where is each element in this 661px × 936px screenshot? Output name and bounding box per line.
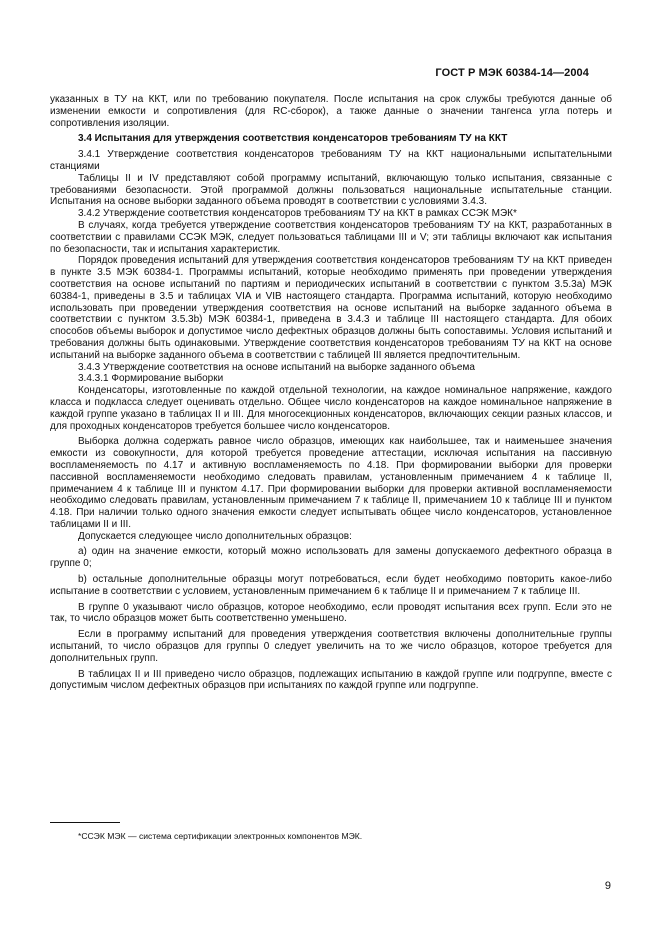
list-item-b: b) остальные дополнительные образцы могут потребоваться, если будет необходимо повторить какое-либо испытание в соответствии с условием, установленным примечанием 6 к таблице II и примечанием 7 к таблице III. (50, 574, 612, 597)
paragraph-service-life-data: указанных в ТУ на ККТ, или по требованию покупателя. После испытания на срок службы требуются данные об изменении емкости и сопротивления (для RC-сборок), а также данные о значении тангенса угла потерь и сопротивления изоляции. (50, 94, 612, 129)
paragraph-tables-ii-iv: Таблицы II и IV представляют собой программу испытаний, включающую только испытания, связанные с требованиями безопасности. Этой программой должны пользоваться национальные испытательные станции. Испытания на основе выборки заданного объема проводят в соответствии с условиями 3.4.3. (50, 172, 612, 208)
page-number: 9 (604, 880, 611, 892)
subsection-heading-3-4-3: 3.4.3 Утверждение соответствия на основе испытаний на выборке заданного объема (78, 361, 475, 373)
subsection-heading-3-4-1: 3.4.1 Утверждение соответствия конденсаторов требованиям ТУ на ККТ национальными испытательными станциями (50, 149, 612, 172)
footnote-separator (50, 822, 120, 823)
paragraph-sample-composition: Выборка должна содержать равное число образцов, имеющих как наибольшее, так и наименьшее значения емкости из совокупности, для которой требуется проведение аттестации, исключая испытания на пассивную воспламеняемость по 4.17 и активную воспламеняемость по 4.18. При формировании выборки для проверки пассивной воспламеняемости необходимо следовать правилам, установленным примечанием 4 к таблице II, примечанием 4 к таблице III и пунктом 4.17. При формировании выборки для проверки активной воспламеняемости необходимо следовать правилам, установленным примечанием 7 к таблице II, примечанием 10 к таблице III и пунктом 4.18. При наличии только одного значения емкости следует испытывать общее число конденсаторов, установленное таблицами II и III. (50, 436, 612, 530)
paragraph-group-0: В группе 0 указывают число образцов, которое необходимо, если проводят испытания всех групп. Если это не так, то число образцов может быть соответственно уменьшено. (50, 601, 612, 625)
subsection-heading-3-4-3-1: 3.4.3.1 Формирование выборки (78, 373, 224, 385)
paragraph-capacitor-technology: Конденсаторы, изготовленные по каждой отдельной технологии, на каждое номинальное напряжение, каждого класса и подкласса следует оценивать отдельно. Общее число конденсаторов на каждое номинальное напряжение в каждой группе указано в таблицах II и III. Для многосекционных конденсаторов, включающих секции разных классов, и для проходных конденсаторов требуется большее число конденсаторов. (50, 385, 612, 432)
subsection-heading-3-4-2: 3.4.2 Утверждение соответствия конденсаторов требованиям ТУ на ККТ в рамках ССЭК МЭК* (78, 208, 517, 220)
document-code-header: ГОСТ Р МЭК 60384-14—2004 (435, 67, 589, 79)
paragraph-tables-ii-iii-samples: В таблицах II и III приведено число образцов, подлежащих испытанию в каждой группе или подгруппе, вместе с допустимым числом дефектных образцов при испытаниях по каждой группе или подгруппе. (50, 668, 612, 692)
list-item-a: а) один на значение емкости, который можно использовать для замены допускаемого дефектного образца в группе 0; (50, 546, 612, 570)
document-body (50, 94, 612, 692)
paragraph-iecq-tables: В случаях, когда требуется утверждение соответствия конденсаторов требованиям ТУ на ККТ, разработанных в соответствии с правилами ССЭК МЭК, следует пользоваться таблицами III и V; эти таблицы включают как испытания по безопасности, так и испытания характеристик. (50, 219, 612, 255)
paragraph-additional-samples: Допускается следующее число дополнительных образцов: (78, 530, 352, 542)
section-heading-3-4: 3.4 Испытания для утверждения соответствия конденсаторов требованиям ТУ на ККТ (78, 133, 508, 145)
paragraph-additional-groups: Если в программу испытаний для проведения утверждения соответствия включены дополнительные группы испытаний, то число образцов для группы 0 следует увеличить на то же число образцов, которое требуется для дополнительных групп. (50, 629, 612, 664)
footnote: *ССЭК МЭК — система сертификации электронных компонентов МЭК. (78, 831, 363, 841)
paragraph-approval-procedure: Порядок проведения испытаний для утверждения соответствия конденсаторов требованиям ТУ на ККТ приведен в пункте 3.5 МЭК 60384-1. Программы испытаний, которые необходимо применять при проведении утверждения соответствия на основе испытаний по партиям и периодических испытаний в соответствии с пунктом 3.5.3а) МЭК 60384-1, приведены в 3.5 и таблицах VIA и VIB настоящего стандарта. Программа испытаний, которую необходимо использовать при проведении утверждения соответствия на основе испытаний на выборке заданного объема в соответствии с пунктом 3.5.3b) МЭК 60384-1, приведена в 3.4.3 и таблице III настоящего стандарта. Для обоих способов объемы выборок и допустимое число дефектных образцов должны быть сопоставимы. Условия испытаний и требования должны быть одинаковыми. Утверждение соответствия конденсаторов требованиям ТУ на ККТ на основе испытаний на выборке заданного объема в соответствии с таблицей III является предпочтительным. (50, 255, 612, 361)
